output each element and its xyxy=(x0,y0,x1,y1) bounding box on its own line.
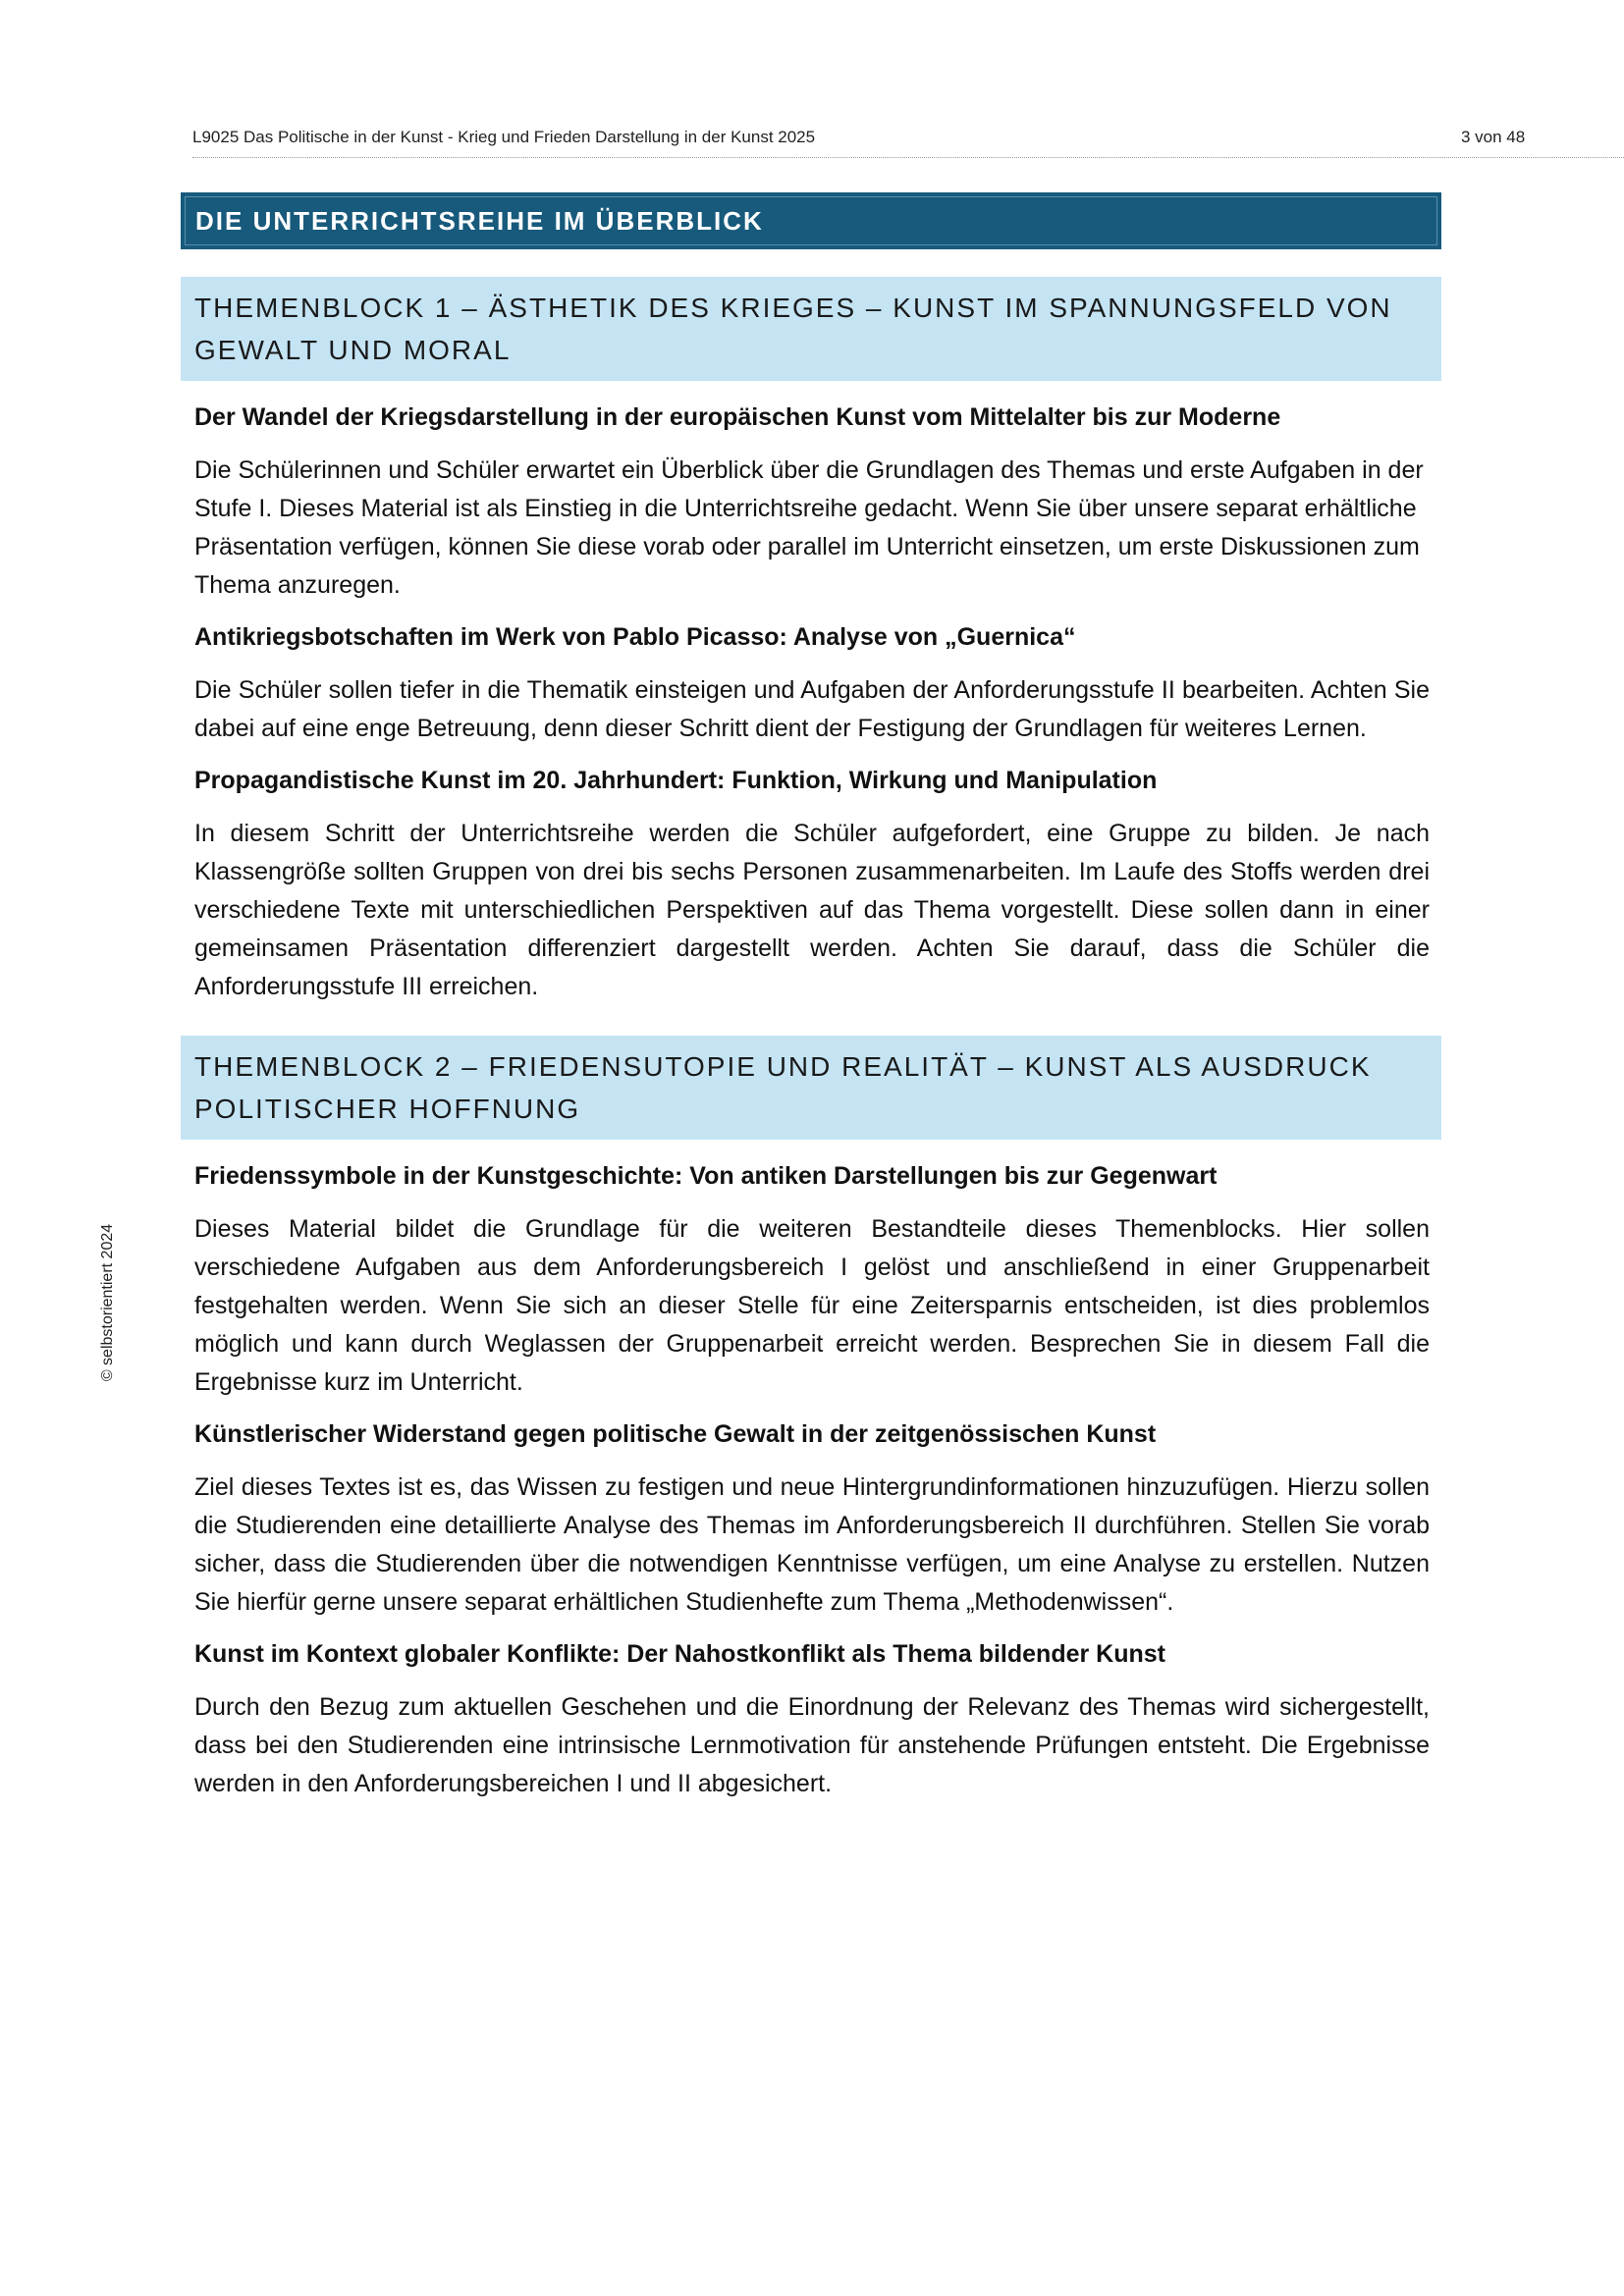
section-heading: Friedenssymbole in der Kunstgeschichte: Von antiken Darstellungen bis zur Gegenwart xyxy=(194,1162,1218,1190)
section-text: Dieses Material bildet die Grundlage für die weiteren Bestandteile dieses Themenblocks. Hier sollen verschiedene Aufgaben aus dem Anforderungsbereich I gelöst und anschließend in einer Gruppenarbeit festgehalten werden. Wenn Sie sich an dieser Stelle für eine Zeitersparnis entscheiden, ist dies problemlos möglich und kann durch Weglassen der Gruppenarbeit erreicht werden. Besprechen Sie in diesem Fall die Ergebnisse kurz im Unterricht. xyxy=(194,1215,1430,1396)
section-text: Ziel dieses Textes ist es, das Wissen zu festigen und neue Hintergrundinformationen hinzuzufügen. Hierzu sollen die Studierenden eine detaillierte Analyse des Themas im Anforderungsbereich II durchführen. Stellen Sie vorab sicher, dass die Studierenden über die notwendigen Kenntnisse verfügen, um eine Analyse zu erstellen. Nutzen Sie hierfür gerne unsere separat erhältlichen Studienhefte zum Thema „Methodenwissen“. xyxy=(194,1473,1430,1616)
page-number: 3 von 48 xyxy=(1461,128,1526,146)
section-text: Die Schülerinnen und Schüler erwartet ein Überblick über die Grundlagen des Themas und erste Aufgaben in der Stufe I. Dieses Material ist als Einstieg in die Unterrichtsreihe gedacht. Wenn Sie über unsere separat erhältliche Präsentation verfügen, können Sie diese vorab oder parallel im Unterricht einsetzen, um erste Diskussionen zum Thema anzuregen. xyxy=(194,456,1424,599)
main-title: DIE UNTERRICHTSREIHE IM ÜBERBLICK xyxy=(185,196,1437,245)
themenblock-2-heading: THEMENBLOCK 2 – FRIEDENSUTOPIE UND REALITÄT – KUNST ALS AUSDRUCK POLITISCHER HOFFNUNG xyxy=(181,1036,1441,1140)
section-heading: Künstlerischer Widerstand gegen politische Gewalt in der zeitgenössischen Kunst xyxy=(194,1420,1157,1448)
copyright-note: © selbstorientiert 2024 xyxy=(99,1223,116,1382)
page-content xyxy=(181,192,1441,1817)
themenblock-1-heading: THEMENBLOCK 1 – ÄSTHETIK DES KRIEGES – KUNST IM SPANNUNGSFELD VON GEWALT UND MORAL xyxy=(181,277,1441,381)
section-heading: Kunst im Kontext globaler Konflikte: Der Nahostkonflikt als Thema bildender Kunst xyxy=(194,1640,1166,1668)
section-text: Durch den Bezug zum aktuellen Geschehen und die Einordnung der Relevanz des Themas wird sichergestellt, dass bei den Studierenden eine intrinsische Lernmotivation für anstehende Prüfungen entsteht. Die Ergebnisse werden in den Anforderungsbereichen I und II abgesichert. xyxy=(194,1693,1430,1797)
page-header xyxy=(192,126,1624,158)
section-text: In diesem Schritt der Unterrichtsreihe werden die Schüler aufgefordert, eine Gruppe zu bilden. Je nach Klassengröße sollten Gruppen von drei bis sechs Personen zusammenarbeiten. Im Laufe des Stoffs werden drei verschiedene Texte mit unterschiedlichen Perspektiven auf das Thema vorgestellt. Diese sollen dann in einer gemeinsamen Präsentation differenziert dargestellt werden. Achten Sie darauf, dass die Schüler die Anforderungsstufe III erreichen. xyxy=(194,820,1430,1000)
section-heading: Propagandistische Kunst im 20. Jahrhundert: Funktion, Wirkung und Manipulation xyxy=(194,767,1158,794)
document-title: L9025 Das Politische in der Kunst - Krieg und Frieden Darstellung in der Kunst 2025 xyxy=(192,128,816,146)
section-heading: Der Wandel der Kriegsdarstellung in der europäischen Kunst vom Mittelalter bis zur Moderne xyxy=(194,403,1281,431)
section-heading: Antikriegsbotschaften im Werk von Pablo Picasso: Analyse von „Guernica“ xyxy=(194,623,1076,651)
main-title-bar xyxy=(181,192,1441,249)
section-text: Die Schüler sollen tiefer in die Thematik einsteigen und Aufgaben der Anforderungsstufe II bearbeiten. Achten Sie dabei auf eine enge Betreuung, denn dieser Schritt dient der Festigung der Grundlagen für weiteres Lernen. xyxy=(194,676,1430,742)
